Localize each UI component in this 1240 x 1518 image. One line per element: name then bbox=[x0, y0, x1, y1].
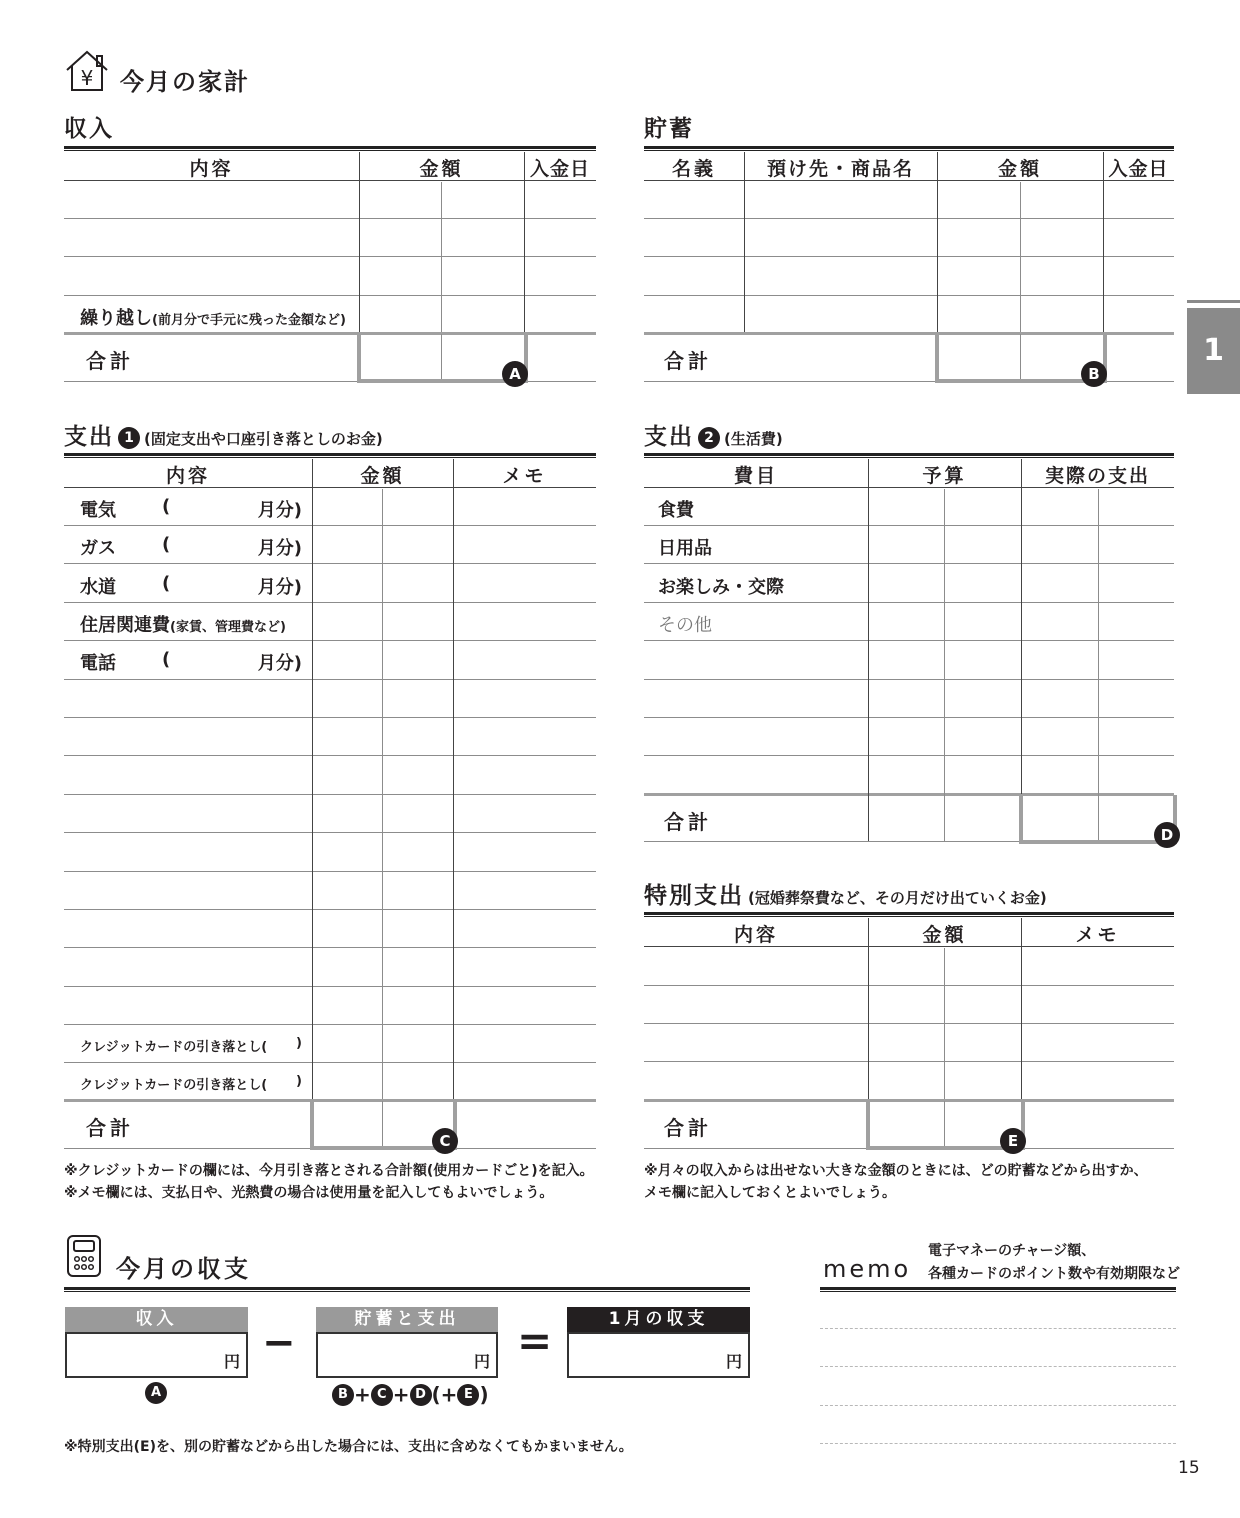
balance-title: 今月の収支 bbox=[116, 1255, 251, 1283]
memo-line[interactable] bbox=[820, 1443, 1176, 1444]
memo-title: memo bbox=[823, 1255, 912, 1283]
expense1-row-gas: ガス ( 月分) bbox=[80, 534, 302, 559]
chapter-tab: 1 bbox=[1187, 308, 1240, 394]
income-carryover-label: 繰り越し(前月分で手元に残った金額など) bbox=[80, 308, 346, 329]
balance-income-label: 収入 bbox=[65, 1307, 248, 1332]
income-title: 収入 bbox=[64, 116, 114, 142]
income-total-label: 合計 bbox=[86, 349, 134, 373]
balance-outgo-box[interactable]: 円 bbox=[316, 1332, 498, 1378]
balance-result-box[interactable]: 円 bbox=[567, 1332, 750, 1378]
savings-header-bank: 預け先・商品名 bbox=[766, 158, 914, 180]
note-right-1: ※月々の収入からは出せない大きな金額のときには、どの貯蓄などから出すか、 bbox=[644, 1163, 1148, 1179]
expense1-row-housing: 住居関連費(家賃、管理費など) bbox=[80, 615, 286, 636]
balance-result-label: 1月の収支 bbox=[567, 1307, 750, 1332]
svg-text:¥: ¥ bbox=[80, 66, 94, 90]
expense1-row-credit-1: クレジットカードの引き落とし( ) bbox=[80, 1036, 302, 1055]
expense2-number: 2 bbox=[698, 427, 720, 449]
expense1-total-label: 合計 bbox=[86, 1116, 134, 1140]
minus-sign: − bbox=[262, 1320, 296, 1366]
expense2-row-daily-goods: 日用品 bbox=[658, 538, 712, 559]
income-header-content: 内容 bbox=[189, 158, 234, 180]
page-title: 今月の家計 bbox=[120, 68, 250, 96]
expense2-title: 支出 2 (生活費) bbox=[644, 424, 783, 450]
expense2-header-actual: 実際の支出 bbox=[1044, 465, 1150, 487]
balance-income-box[interactable]: 円 bbox=[65, 1332, 248, 1378]
special-header-content: 内容 bbox=[733, 924, 778, 946]
formula-a: A bbox=[145, 1382, 167, 1404]
expense2-row-other: その他 bbox=[658, 615, 712, 636]
expense1-row-water: 水道 ( 月分) bbox=[80, 573, 302, 598]
expense1-title: 支出 1 (固定支出や口座引き落としのお金) bbox=[64, 424, 383, 450]
memo-caption-2: 各種カードのポイント数や有効期限など bbox=[928, 1266, 1180, 1282]
expense1-header-memo: メモ bbox=[502, 465, 547, 487]
expense1-number: 1 bbox=[118, 427, 140, 449]
house-yen-icon bbox=[64, 48, 110, 94]
special-title: 特別支出 (冠婚葬祭費など、その月だけ出ていくお金) bbox=[644, 883, 1047, 909]
savings-total-label: 合計 bbox=[664, 349, 712, 373]
marker-b: B bbox=[1081, 361, 1107, 387]
expense1-header-amount: 金額 bbox=[360, 465, 405, 487]
expense1-row-credit-2: クレジットカードの引き落とし( ) bbox=[80, 1074, 302, 1093]
expense1-row-phone: 電話 ( 月分) bbox=[80, 649, 302, 674]
marker-e: E bbox=[1000, 1128, 1026, 1154]
expense2-total-label: 合計 bbox=[664, 810, 712, 834]
income-header-date: 入金日 bbox=[529, 158, 590, 180]
income-top-rule bbox=[64, 146, 596, 152]
expense2-header-budget: 予算 bbox=[922, 465, 967, 487]
memo-line[interactable] bbox=[820, 1405, 1176, 1406]
special-header-amount: 金額 bbox=[922, 924, 967, 946]
savings-header-date: 入金日 bbox=[1108, 158, 1169, 180]
calculator-icon bbox=[66, 1234, 102, 1278]
special-total-label: 合計 bbox=[664, 1116, 712, 1140]
equals-sign: = bbox=[517, 1316, 553, 1365]
income-header-amount: 金額 bbox=[419, 158, 464, 180]
expense1-header-content: 内容 bbox=[165, 465, 210, 487]
memo-line[interactable] bbox=[820, 1366, 1176, 1367]
special-header-memo: メモ bbox=[1075, 924, 1120, 946]
expense1-row-electricity: 電気 ( 月分) bbox=[80, 496, 302, 521]
expense2-row-leisure: お楽しみ・交際 bbox=[658, 577, 784, 598]
balance-outgo-label: 貯蓄と支出 bbox=[316, 1307, 498, 1332]
note-left-2: ※メモ欄には、支払日や、光熱費の場合は使用量を記入してもよいでしょう。 bbox=[64, 1185, 554, 1201]
note-left-1: ※クレジットカードの欄には、今月引き落とされる合計額(使用カードごと)を記入。 bbox=[64, 1163, 594, 1179]
page-number: 15 bbox=[1178, 1458, 1200, 1478]
marker-d: D bbox=[1154, 822, 1180, 848]
memo-caption-1: 電子マネーのチャージ額、 bbox=[928, 1243, 1096, 1259]
savings-title: 貯蓄 bbox=[644, 116, 694, 142]
marker-a: A bbox=[502, 361, 528, 387]
memo-line[interactable] bbox=[820, 1328, 1176, 1329]
expense2-header-item: 費目 bbox=[733, 465, 778, 487]
balance-note: ※特別支出(E)を、別の貯蓄などから出した場合には、支出に含めなくてもかまいません。 bbox=[64, 1439, 633, 1455]
savings-header-holder: 名義 bbox=[671, 158, 716, 180]
savings-header-amount: 金額 bbox=[997, 158, 1042, 180]
marker-c: C bbox=[432, 1128, 458, 1154]
formula-bcde: B + C + D (+ E ) bbox=[332, 1382, 489, 1406]
note-right-2: メモ欄に記入しておくとよいでしょう。 bbox=[644, 1185, 896, 1201]
expense2-row-food: 食費 bbox=[658, 500, 694, 521]
